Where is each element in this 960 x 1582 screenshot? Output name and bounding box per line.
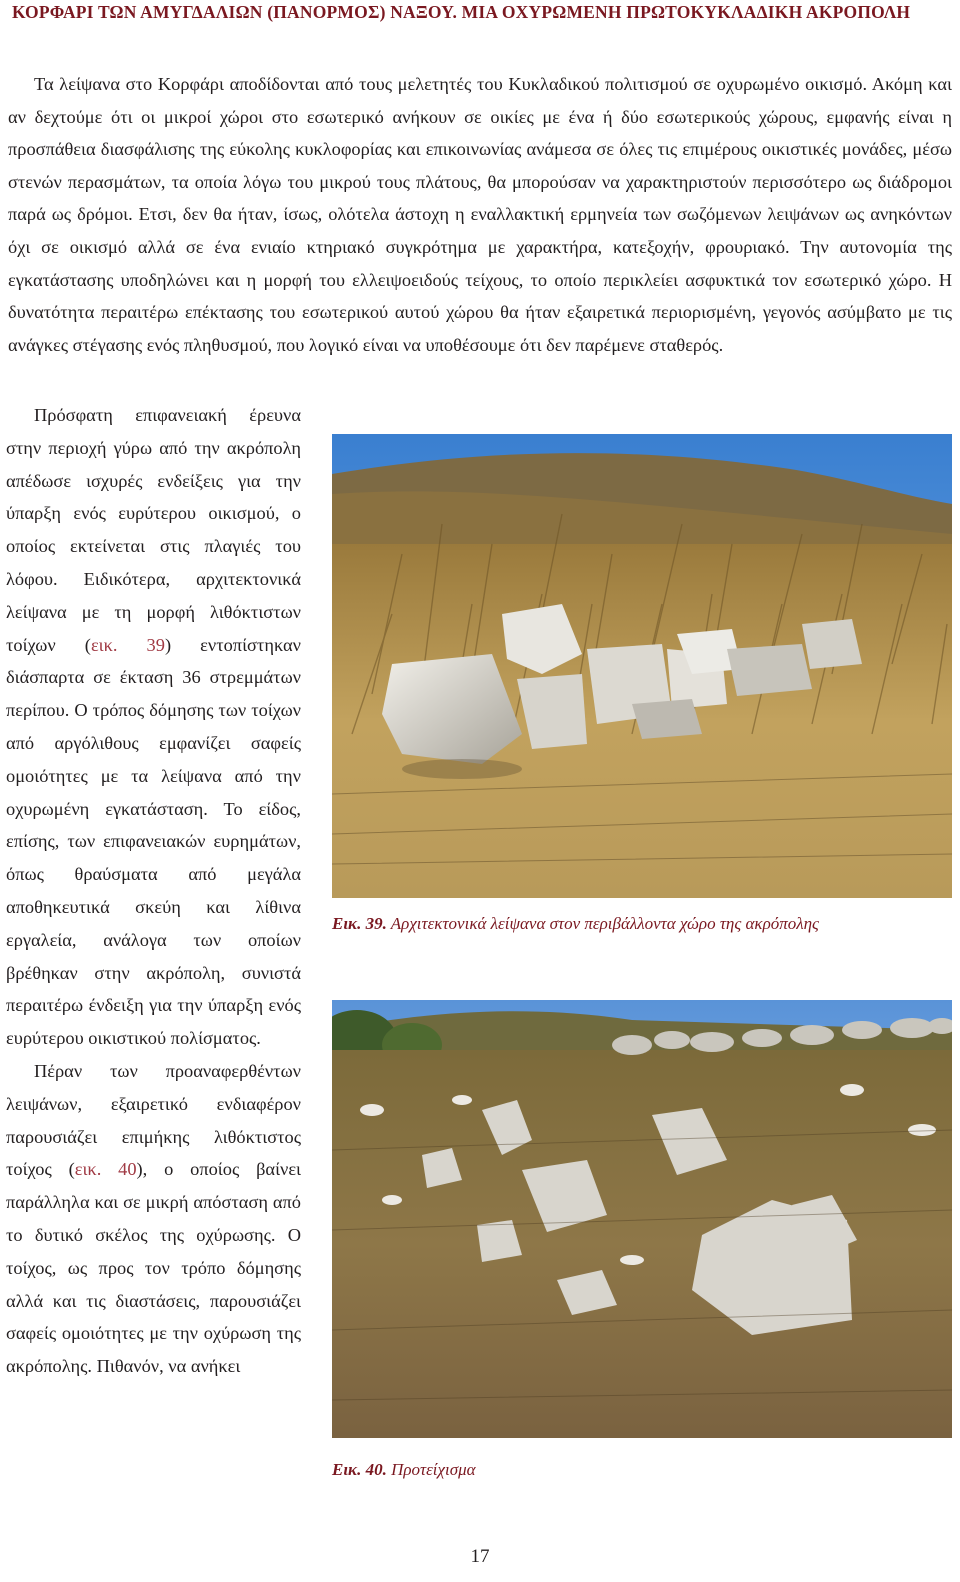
lead-paragraph-text: Τα λείψανα στο Κορφάρι αποδίδονται από τους μελετητές του Κυκλαδικού πολιτισμού σε οχυρωμένο οικισμό. Ακόμη και αν δεχτούμε ότι οι μικροί χώροι στο εσωτερικό ανήκουν σε οικίες με ένα ή δύο εσωτερικούς χώρους, εμφανής είναι η προσπάθεια διασφάλισης της εύκολης κυκλοφορίας και επικοινωνίας ανάμεσα σε όλες τις επιμέρους οικιστικές μονάδες, μέσω στενών περασμάτων, τα οποία λόγω του μικρού τους πλάτους, θα μπορούσαν να χαρακτηριστούν περισσότερο ως διάδρομοι παρά ως δρόμοι. Ετσι, δεν θα ήταν, ίσως, ολότελα άστοχη η εναλλακτική ερμηνεία των σωζόμενων λειψάνων ως ανηκόντων όχι σε οικισμό αλλά σε ένα ενιαίο κτηριακό συγκρότημα με χαρακτήρα, κατεξοχήν, φρουριακό. Την αυτονομία της εγκατάστασης υποδηλώνει και η μορφή του ελλειψοειδούς τείχους, το οποίο περικλείει ασφυκτικά τον εσωτερικό χώρο. Η δυνατότητα περαιτέρω επέκτασης του εσωτερικού αυτού χώρου θα ήταν εξαιρετικά περιορισμένη, γεγονός ασύμβατο με τις ανάγκες στέγασης ενός πληθυσμού, που λογικό είναι να υποθέσουμε ότι δεν παρέμενε σταθερός. bbox=[8, 74, 952, 355]
figure-40-caption: Εικ. 40. Προτείχισμα bbox=[332, 1460, 476, 1479]
page-number: 17 bbox=[470, 1546, 490, 1567]
figure-reference-40[interactable]: εικ. 40 bbox=[74, 1159, 137, 1180]
figure-39-caption: Εικ. 39. Αρχιτεκτονικά λείψανα στον περιβάλλοντα χώρο της ακρόπολης bbox=[332, 914, 819, 933]
side-paragraph-1: Πρόσφατη επιφανειακή έρευνα στην περιοχή γύρω από την ακρόπολη απέδωσε ισχυρές ενδείξεις για την ύπαρξη ενός ευρύτερου οικισμού, ο οποίος εκτείνεται στις πλαγιές του λόφου. Ειδικότερα, αρχιτεκτονικά λείψανα με τη μορφή λιθόκτιστων τοίχων (εικ. 39) εντοπίστηκαν διάσπαρτα σε έκταση 36 στρεμμάτων περίπου. Ο τρόπος δόμησης των τοίχων από αργόλιθους εμφανίζει σαφείς ομοιότητες με τα λείψανα από την οχυρωμένη εγκατάσταση. Το είδος, επίσης, των επιφανειακών ευρημάτων, όπως θραύσματα από μεγάλα αποθηκευτικά σκεύη και λίθινα εργαλεία, ανάλογα των οποίων βρέθηκαν στην ακρόπολη, συνιστά περαιτέρω ένδειξη για την ύπαρξη ενός ευρύτερου οικιστικού πολίσματος. bbox=[6, 405, 301, 1049]
lead-paragraph bbox=[8, 68, 952, 361]
running-title: ΚΟΡΦΑΡΙ ΤΩΝ ΑΜΥΓΔΑΛΙΩΝ (ΠΑΝΟΡΜΟΣ) ΝΑΞΟΥ. ΜΙΑ ΟΧΥΡΩΜΕΝΗ ΠΡΩΤΟΚΥΚΛΑΔΙΚΗ ΑΚΡΟΠΟΛΗ bbox=[12, 2, 911, 22]
side-column-text bbox=[6, 399, 301, 1383]
figure-40-photo bbox=[332, 1000, 952, 1438]
figure-39-photo bbox=[332, 434, 952, 898]
side-paragraph-2: Πέραν των προαναφερθέντων λειψάνων, εξαιρετικό ενδιαφέρον παρουσιάζει επιμήκης λιθόκτιστος τοίχος (εικ. 40), ο οποίος βαίνει παράλληλα και σε μικρή απόσταση από το δυτικό σκέλος της οχύρωσης. Ο τοίχος, ως προς τον τρόπο δόμησης αλλά και τις διαστάσεις, παρουσιάζει σαφείς ομοιότητες με την οχύρωση της ακρόπολης. Πιθανόν, να ανήκει bbox=[6, 1060, 302, 1377]
figure-reference-39[interactable]: εικ. 39 bbox=[90, 634, 165, 655]
